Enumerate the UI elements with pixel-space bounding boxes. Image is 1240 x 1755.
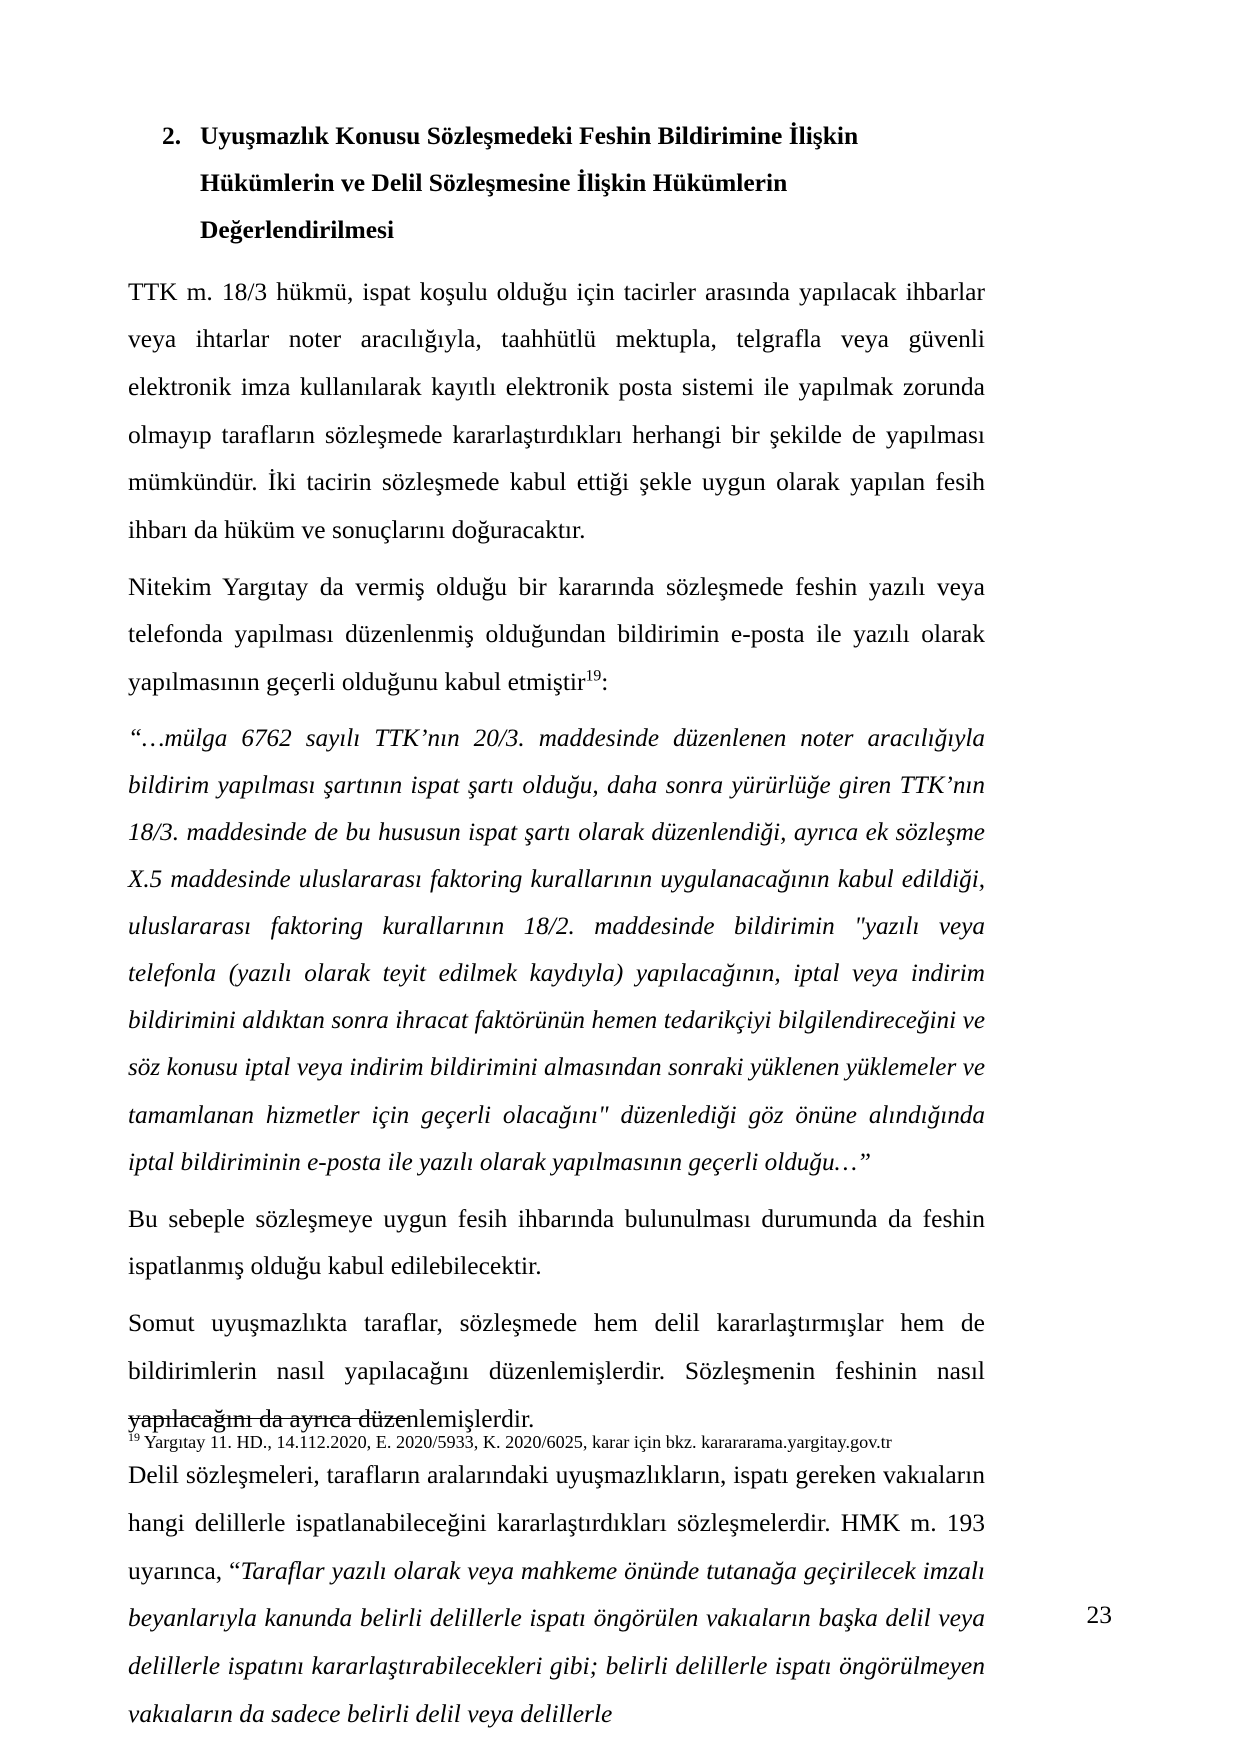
paragraph-delil-sozlesmeleri-hmk-alinti: Taraflar yazılı olarak veya mahkeme önünde tutanağa geçirilecek imzalı beyanlarıyla kanunda belirli delillerle ispatı öngörülen vakıaların başka delil veya delillerle ispatını kararlaştırabilecekleri gibi; belirli delillerle ispatı öngörülmeyen vakıaların da sadece belirli delil veya delillerle (128, 1555, 985, 1728)
paragraph-yargitay-karar-colon: : (601, 666, 609, 696)
page-content (128, 112, 985, 1737)
footnote-separator-rule (128, 1418, 410, 1419)
paragraph-delil-sozlesmeleri (128, 1451, 985, 1737)
paragraph-yargitay-karar-text: Nitekim Yargıtay da vermiş olduğu bir kararında sözleşmede feshin yazılı veya telefonda yapılması düzenlenmiş olduğundan bildirimin e-posta ile yazılı olarak yapılmasının geçerli olduğunu kabul etmiştir (128, 571, 985, 696)
section-heading-text: Uyuşmazlık Konusu Sözleşmedeki Feshin Bildirimine İlişkin Hükümlerin ve Delil Sözleşmesine İlişkin Hükümlerin Değerlendirilmesi (200, 121, 859, 245)
paragraph-delil-sozlesmeleri-roman: Delil sözleşmeleri, tarafların aralarındaki uyuşmazlıkların, ispatı gereken vakıaların hangi delillerle ispatlanabileceğini kararlaştırdıkları sözleşmelerdir. HMK m. 193 uyarınca, “ (128, 1460, 985, 1585)
section-heading (128, 112, 985, 254)
footnote-area (128, 1418, 985, 1455)
paragraph-somut-uyusmazlik: Somut uyuşmazlıkta taraflar, sözleşmede hem delil kararlaştırmışlar hem de bildirimlerin nasıl yapılacağını düzenlemişlerdir. Sözleşmenin feshinin nasıl yapılacağını da ayrıca düzenlemişlerdir. (128, 1308, 985, 1433)
footnote-marker-19: 19 (128, 1429, 140, 1444)
footnote-19 (128, 1429, 985, 1455)
blockquote-yargitay-karar-metni: “…mülga 6762 sayılı TTK’nın 20/3. maddesinde düzenlenen noter aracılığıyla bildirim yapılması şartının ispat şartı olduğu, daha sonra yürürlüğe giren TTK’nın 18/3. maddesinde de bu hususun ispat şartı olarak düzenlendiği, ayrıca ek sözleşme X.5 maddesinde uluslararası faktoring kurallarının uygulanacağının kabul edildiği, uluslararası faktoring kurallarının 18/2. maddesinde bildirimin "yazılı veya telefonla (yazılı olarak teyit edilmek kaydıyla) yapılacağının, iptal veya indirim bildirimini aldıktan sonra ihracat faktörünün hemen tedarikçiyi bilgilendireceğini ve söz konusu iptal veya indirim bildirimini almasından sonraki yüklenen yüklemeler ve tamamlanan hizmetler için geçerli olacağını" düzenlediği göz önüne alındığında iptal bildiriminin e-posta ile yazılı olarak yapılmasının geçerli olduğu…” (128, 724, 985, 1176)
section-heading-number: 2. (162, 121, 182, 150)
footnote-reference-19[interactable]: 19 (585, 667, 602, 685)
page-number: 23 (1086, 1600, 1112, 1629)
paragraph-yargitay-karar (128, 563, 985, 706)
paragraph-ttk-hukum: TTK m. 18/3 hükmü, ispat koşulu olduğu için tacirler arasında yapılacak ihbarlar veya ihtarlar noter aracılığıyla, taahhütlü mektupla, telgrafla veya güvenli elektronik imza kullanılarak kayıtlı elektronik posta sistemi ile yapılmak zorunda olmayıp tarafların sözleşmede kararlaştırdıkları herhangi bir şekilde de yapılması mümkündür. İki tacirin sözleşmede kabul ettiği şekle uygun olarak yapılan fesih ihbarı da hüküm ve sonuçlarını doğuracaktır. (128, 276, 985, 544)
paragraph-fesih-ispat: Bu sebeple sözleşmeye uygun fesih ihbarında bulunulması durumunda da feshin ispatlanmış olduğu kabul edilebilecektir. (128, 1203, 985, 1281)
footnote-19-text: Yargıtay 11. HD., 14.112.2020, E. 2020/5933, K. 2020/6025, karar için bkz. karararama.yargitay.gov.tr (140, 1432, 892, 1452)
